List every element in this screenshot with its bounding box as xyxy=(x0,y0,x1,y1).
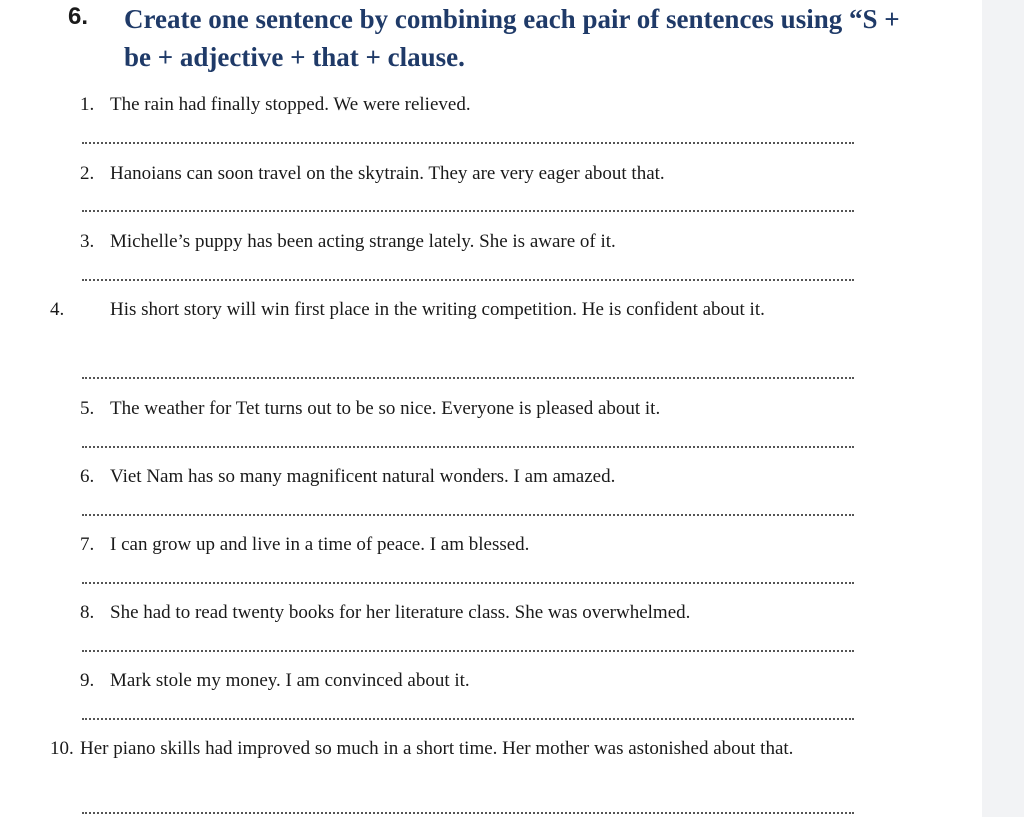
answer-line[interactable] xyxy=(82,279,854,281)
page-margin-strip xyxy=(982,0,1024,817)
exercise-instruction: Create one sentence by combining each pair of sentences using “S + be + adjective + that + clause. xyxy=(124,4,900,72)
answer-line[interactable] xyxy=(82,718,854,720)
answer-line[interactable] xyxy=(82,650,854,652)
item-number: 7. xyxy=(80,534,95,555)
list-item xyxy=(80,598,880,628)
list-item xyxy=(80,90,880,120)
item-sentence: Mark stole my money. I am convinced about it. xyxy=(110,670,470,691)
list-item xyxy=(80,394,880,424)
answer-line[interactable] xyxy=(82,582,854,584)
item-number: 4. xyxy=(50,299,65,320)
answer-line[interactable] xyxy=(82,446,854,448)
answer-line[interactable] xyxy=(82,210,854,212)
list-item xyxy=(80,159,880,189)
item-sentence: Michelle’s puppy has been acting strange lately. She is aware of it. xyxy=(110,231,616,252)
item-sentence: She had to read twenty books for her literature class. She was overwhelmed. xyxy=(110,602,691,623)
item-number: 1. xyxy=(80,94,95,115)
answer-line[interactable] xyxy=(82,377,854,379)
item-number: 6. xyxy=(80,466,95,487)
item-sentence: Her piano skills had improved so much in a short time. Her mother was astonished about that. xyxy=(80,738,794,759)
item-number: 9. xyxy=(80,670,95,691)
answer-line[interactable] xyxy=(82,142,854,144)
item-sentence: Hanoians can soon travel on the skytrain. They are very eager about that. xyxy=(110,163,665,184)
list-item xyxy=(80,530,880,560)
item-number: 3. xyxy=(80,231,95,252)
item-sentence: His short story will win first place in the writing competition. He is confident about it. xyxy=(110,299,765,320)
item-sentence: The weather for Tet turns out to be so nice. Everyone is pleased about it. xyxy=(110,398,661,419)
item-number: 2. xyxy=(80,163,95,184)
answer-line[interactable] xyxy=(82,514,854,516)
list-item: 10. Her piano skills had improved so much in a short time. Her mother was astonished about that. xyxy=(50,738,794,759)
list-item xyxy=(50,295,930,325)
item-sentence: The rain had finally stopped. We were relieved. xyxy=(110,94,471,115)
item-sentence: I can grow up and live in a time of peace. I am blessed. xyxy=(110,534,530,555)
list-item xyxy=(80,462,880,492)
exercise-number: 6. xyxy=(68,3,89,30)
list-item xyxy=(80,227,880,257)
answer-line[interactable] xyxy=(82,812,854,814)
item-number: 5. xyxy=(80,398,95,419)
list-item xyxy=(80,666,880,696)
item-sentence: Viet Nam has so many magnificent natural wonders. I am amazed. xyxy=(110,466,616,487)
item-number: 8. xyxy=(80,602,95,623)
